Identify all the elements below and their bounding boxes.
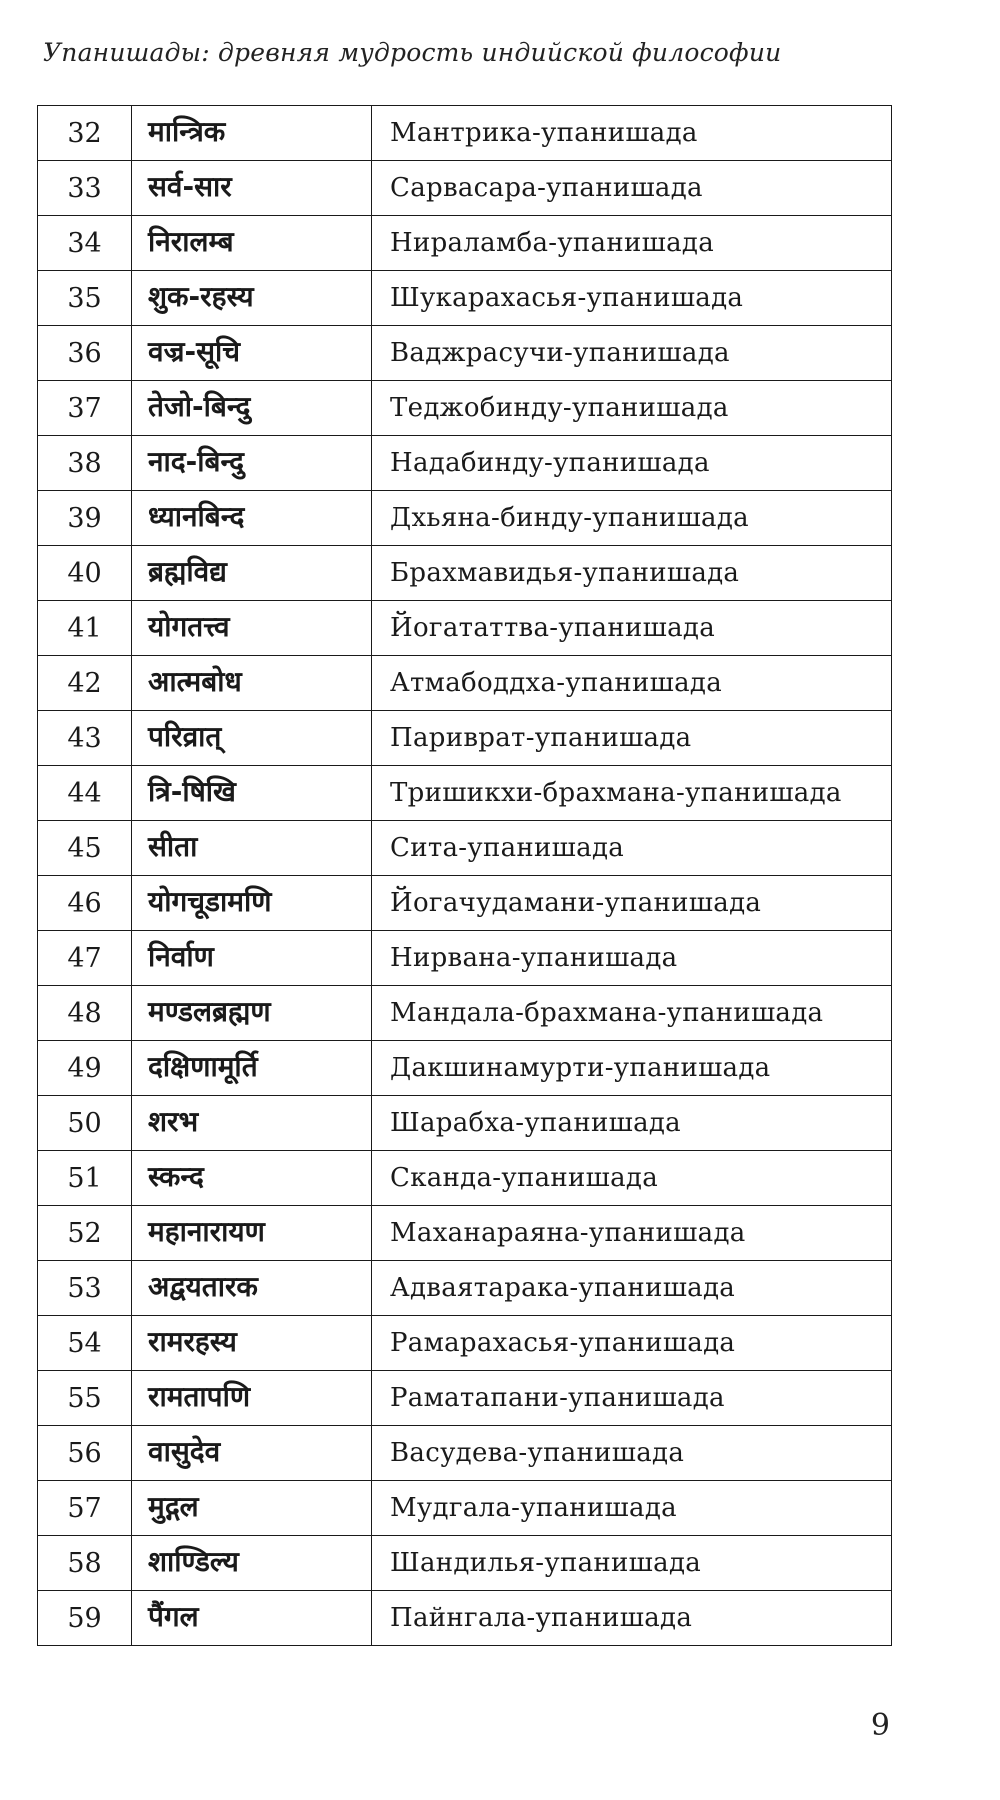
- row-number: 58: [38, 1536, 132, 1591]
- table-row: [38, 1371, 892, 1426]
- table-row: [38, 601, 892, 656]
- table-row: [38, 656, 892, 711]
- russian-name: Йогататтва-упанишада: [372, 601, 892, 656]
- table-row: [38, 821, 892, 876]
- russian-name: Васудева-упанишада: [372, 1426, 892, 1481]
- row-number: 32: [38, 106, 132, 161]
- row-number: 35: [38, 271, 132, 326]
- sanskrit-name: निर्वाण: [132, 931, 372, 986]
- row-number: 53: [38, 1261, 132, 1316]
- table-row: [38, 986, 892, 1041]
- row-number: 37: [38, 381, 132, 436]
- russian-name: Адваятарака-упанишада: [372, 1261, 892, 1316]
- table-row: [38, 711, 892, 766]
- russian-name: Сарвасара-упанишада: [372, 161, 892, 216]
- russian-name: Йогачудамани-упанишада: [372, 876, 892, 931]
- table-row: [38, 1316, 892, 1371]
- row-number: 43: [38, 711, 132, 766]
- table-row: [38, 491, 892, 546]
- sanskrit-name: रामतापणि: [132, 1371, 372, 1426]
- table-row: [38, 1426, 892, 1481]
- sanskrit-name: शरभ: [132, 1096, 372, 1151]
- row-number: 56: [38, 1426, 132, 1481]
- sanskrit-name: योगतत्त्व: [132, 601, 372, 656]
- table-row: [38, 106, 892, 161]
- russian-name: Сканда-упанишада: [372, 1151, 892, 1206]
- table-row: [38, 1096, 892, 1151]
- russian-name: Шандилья-упанишада: [372, 1536, 892, 1591]
- row-number: 48: [38, 986, 132, 1041]
- russian-name: Дхьяна-бинду-упанишада: [372, 491, 892, 546]
- row-number: 45: [38, 821, 132, 876]
- russian-name: Рамарахасья-упанишада: [372, 1316, 892, 1371]
- row-number: 55: [38, 1371, 132, 1426]
- sanskrit-name: सीता: [132, 821, 372, 876]
- upanishad-table: [37, 105, 892, 1646]
- sanskrit-name: वज्र-सूचि: [132, 326, 372, 381]
- russian-name: Нирвана-упанишада: [372, 931, 892, 986]
- table-row: [38, 1536, 892, 1591]
- russian-name: Дакшинамурти-упанишада: [372, 1041, 892, 1096]
- russian-name: Шарабха-упанишада: [372, 1096, 892, 1151]
- table-row: [38, 216, 892, 271]
- row-number: 33: [38, 161, 132, 216]
- russian-name: Нираламба-упанишада: [372, 216, 892, 271]
- table-row: [38, 271, 892, 326]
- russian-name: Тришикхи-брахмана-упанишада: [372, 766, 892, 821]
- row-number: 59: [38, 1591, 132, 1646]
- table-row: [38, 1591, 892, 1646]
- table-row: [38, 436, 892, 491]
- sanskrit-name: ब्रह्मविद्य: [132, 546, 372, 601]
- row-number: 40: [38, 546, 132, 601]
- russian-name: Мандала-брахмана-упанишада: [372, 986, 892, 1041]
- table-row: [38, 1041, 892, 1096]
- russian-name: Атмабоддха-упанишада: [372, 656, 892, 711]
- table-row: [38, 1481, 892, 1536]
- row-number: 49: [38, 1041, 132, 1096]
- russian-name: Раматапани-упанишада: [372, 1371, 892, 1426]
- sanskrit-name: रामरहस्य: [132, 1316, 372, 1371]
- table-row: [38, 766, 892, 821]
- russian-name: Маханараяна-упанишада: [372, 1206, 892, 1261]
- russian-name: Мудгала-упанишада: [372, 1481, 892, 1536]
- sanskrit-name: दक्षिणामूर्ति: [132, 1041, 372, 1096]
- russian-name: Мантрика-упанишада: [372, 106, 892, 161]
- sanskrit-name: मुद्गल: [132, 1481, 372, 1536]
- sanskrit-name: तेजो-बिन्दु: [132, 381, 372, 436]
- sanskrit-name: त्रि-षिखि: [132, 766, 372, 821]
- sanskrit-name: वासुदेव: [132, 1426, 372, 1481]
- row-number: 57: [38, 1481, 132, 1536]
- row-number: 52: [38, 1206, 132, 1261]
- sanskrit-name: मण्डलब्रह्मण: [132, 986, 372, 1041]
- sanskrit-name: सर्व-सार: [132, 161, 372, 216]
- sanskrit-name: पैंगल: [132, 1591, 372, 1646]
- row-number: 47: [38, 931, 132, 986]
- table-row: [38, 1206, 892, 1261]
- row-number: 36: [38, 326, 132, 381]
- row-number: 46: [38, 876, 132, 931]
- table-row: [38, 326, 892, 381]
- russian-name: Теджобинду-упанишада: [372, 381, 892, 436]
- sanskrit-name: शाण्डिल्य: [132, 1536, 372, 1591]
- sanskrit-name: निरालम्ब: [132, 216, 372, 271]
- table-body: [38, 106, 892, 1646]
- sanskrit-name: योगचूडामणि: [132, 876, 372, 931]
- table-row: [38, 381, 892, 436]
- page-number: 9: [870, 1708, 890, 1743]
- sanskrit-name: महानारायण: [132, 1206, 372, 1261]
- row-number: 44: [38, 766, 132, 821]
- row-number: 50: [38, 1096, 132, 1151]
- russian-name: Париврат-упанишада: [372, 711, 892, 766]
- sanskrit-name: शुक-रहस्य: [132, 271, 372, 326]
- sanskrit-name: अद्वयतारक: [132, 1261, 372, 1316]
- running-header: Упанишады: древняя мудрость индийской философии: [43, 38, 782, 67]
- table-row: [38, 1261, 892, 1316]
- russian-name: Брахмавидья-упанишада: [372, 546, 892, 601]
- russian-name: Надабинду-упанишада: [372, 436, 892, 491]
- table-row: [38, 546, 892, 601]
- russian-name: Пайнгала-упанишада: [372, 1591, 892, 1646]
- row-number: 42: [38, 656, 132, 711]
- russian-name: Сита-упанишада: [372, 821, 892, 876]
- sanskrit-name: मान्त्रिक: [132, 106, 372, 161]
- row-number: 39: [38, 491, 132, 546]
- russian-name: Ваджрасучи-упанишада: [372, 326, 892, 381]
- row-number: 54: [38, 1316, 132, 1371]
- row-number: 51: [38, 1151, 132, 1206]
- sanskrit-name: ध्यानबिन्द: [132, 491, 372, 546]
- row-number: 34: [38, 216, 132, 271]
- table-row: [38, 931, 892, 986]
- sanskrit-name: नाद-बिन्दु: [132, 436, 372, 491]
- row-number: 38: [38, 436, 132, 491]
- table-row: [38, 876, 892, 931]
- sanskrit-name: आत्मबोध: [132, 656, 372, 711]
- sanskrit-name: स्कन्द: [132, 1151, 372, 1206]
- table-row: [38, 161, 892, 216]
- table-row: [38, 1151, 892, 1206]
- russian-name: Шукарахасья-упанишада: [372, 271, 892, 326]
- row-number: 41: [38, 601, 132, 656]
- sanskrit-name: परिव्रात्: [132, 711, 372, 766]
